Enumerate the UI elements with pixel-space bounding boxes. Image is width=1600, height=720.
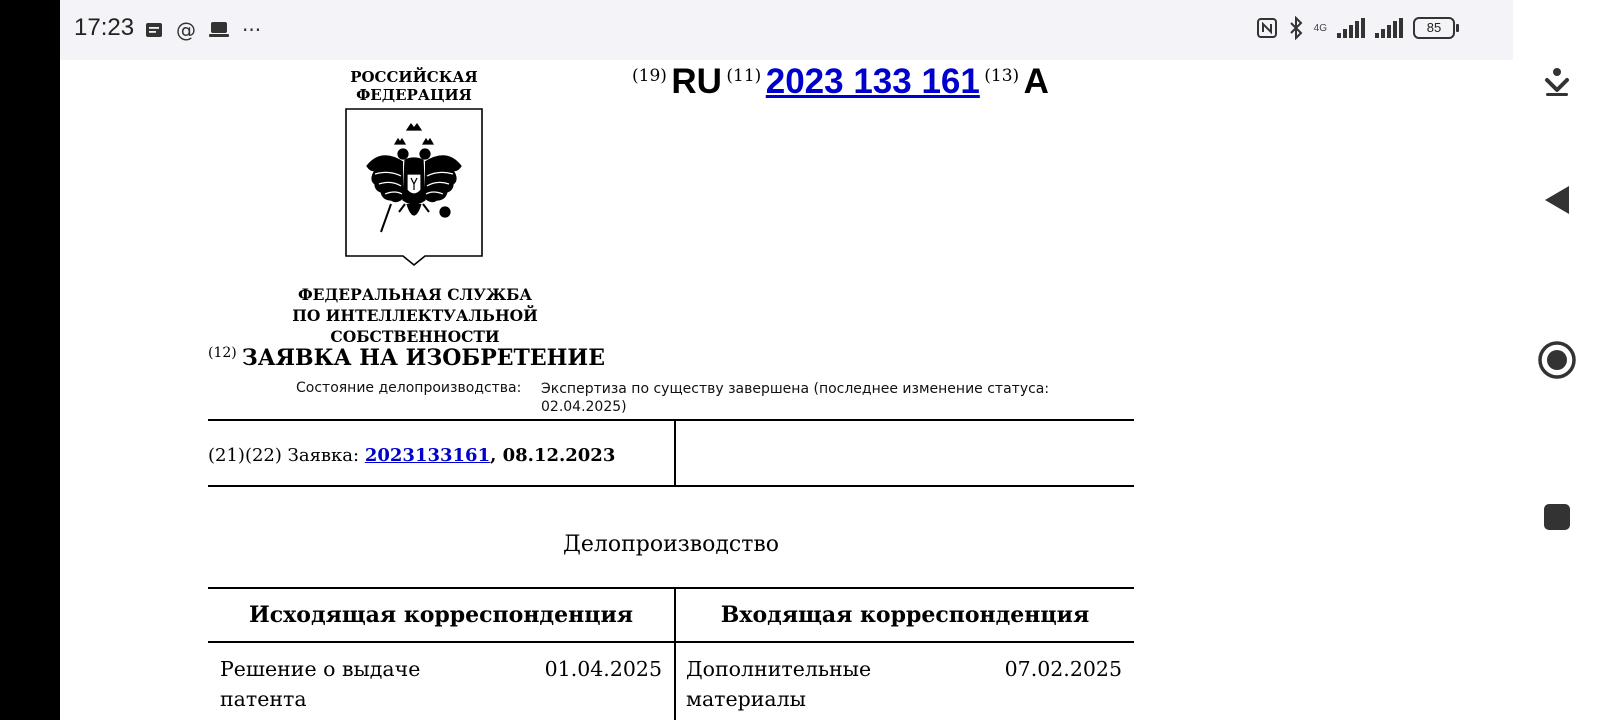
code-19: (19) bbox=[632, 66, 667, 86]
agency-line-1: ФЕДЕРАЛЬНАЯ СЛУЖБА bbox=[297, 285, 533, 304]
country-title: РОССИЙСКАЯ ФЕДЕРАЦИЯ bbox=[350, 68, 478, 104]
table-top-border bbox=[208, 587, 1134, 589]
application-prefix: (21)(22) Заявка: bbox=[208, 445, 360, 466]
incoming-item-date: 07.02.2025 bbox=[1004, 657, 1122, 681]
incoming-item-title[interactable]: Дополнительные материалы bbox=[686, 657, 872, 711]
application-number-link[interactable]: 2023133161 bbox=[364, 445, 491, 466]
more-icon: ··· bbox=[242, 18, 262, 42]
agency-line-2: ПО ИНТЕЛЛЕКТУАЛЬНОЙ СОБСТВЕННОСТИ bbox=[292, 306, 538, 346]
outgoing-item-title[interactable]: Решение о выдаче патента bbox=[220, 657, 421, 711]
incoming-header: Входящая корреспонденция bbox=[720, 602, 1090, 628]
code-13: (13) bbox=[984, 66, 1020, 86]
outgoing-header: Исходящая корреспонденция bbox=[248, 602, 634, 628]
notes-icon bbox=[144, 20, 164, 40]
clock: 17:23 bbox=[74, 14, 135, 41]
battery-indicator: 85 bbox=[1413, 17, 1455, 39]
country-code: RU bbox=[671, 62, 722, 101]
download-icon bbox=[1542, 66, 1572, 100]
document-viewer bbox=[60, 0, 1513, 720]
code-11: (11) bbox=[726, 66, 762, 86]
document-type bbox=[208, 345, 605, 371]
nfc-icon bbox=[1256, 17, 1278, 39]
proceedings-state-label: Состояние делопроизводства: bbox=[296, 380, 522, 396]
application-date: , 08.12.2023 bbox=[490, 445, 616, 466]
signal-icon bbox=[1337, 18, 1365, 38]
document-type-label: ЗАЯВКА НА ИЗОБРЕТЕНИЕ bbox=[241, 345, 605, 371]
application-info bbox=[208, 445, 615, 466]
navigation-bar bbox=[1513, 0, 1600, 720]
proceedings-state-value: Экспертиза по существу завершена (последнее изменение статуса: 02.04.2025) bbox=[541, 381, 1050, 415]
network-type-label: 4G bbox=[1313, 22, 1327, 34]
status-bar bbox=[60, 0, 1513, 60]
table-header-border bbox=[208, 641, 1134, 643]
code-12: (12) bbox=[208, 345, 237, 361]
home-icon bbox=[1537, 340, 1577, 380]
divider bbox=[674, 419, 676, 485]
home-button[interactable] bbox=[1513, 340, 1600, 380]
back-icon bbox=[1543, 184, 1571, 216]
cast-icon bbox=[208, 20, 230, 40]
agency-name bbox=[210, 284, 620, 347]
divider bbox=[208, 485, 1134, 487]
proceedings-title: Делопроизводство bbox=[562, 532, 780, 557]
signal-icon-2 bbox=[1375, 18, 1403, 38]
divider bbox=[208, 419, 1134, 421]
bluetooth-icon bbox=[1288, 16, 1304, 40]
recents-button[interactable] bbox=[1513, 502, 1600, 532]
at-icon: @ bbox=[176, 18, 196, 42]
back-button[interactable] bbox=[1513, 184, 1600, 216]
publication-number-line bbox=[632, 62, 1049, 102]
coat-of-arms-emblem bbox=[345, 108, 483, 274]
recents-icon bbox=[1542, 502, 1572, 532]
outgoing-item-date: 01.04.2025 bbox=[544, 657, 662, 681]
kind-code: A bbox=[1023, 62, 1049, 101]
download-button[interactable] bbox=[1513, 66, 1600, 100]
publication-number-link[interactable]: 2023 133 161 bbox=[765, 62, 980, 101]
